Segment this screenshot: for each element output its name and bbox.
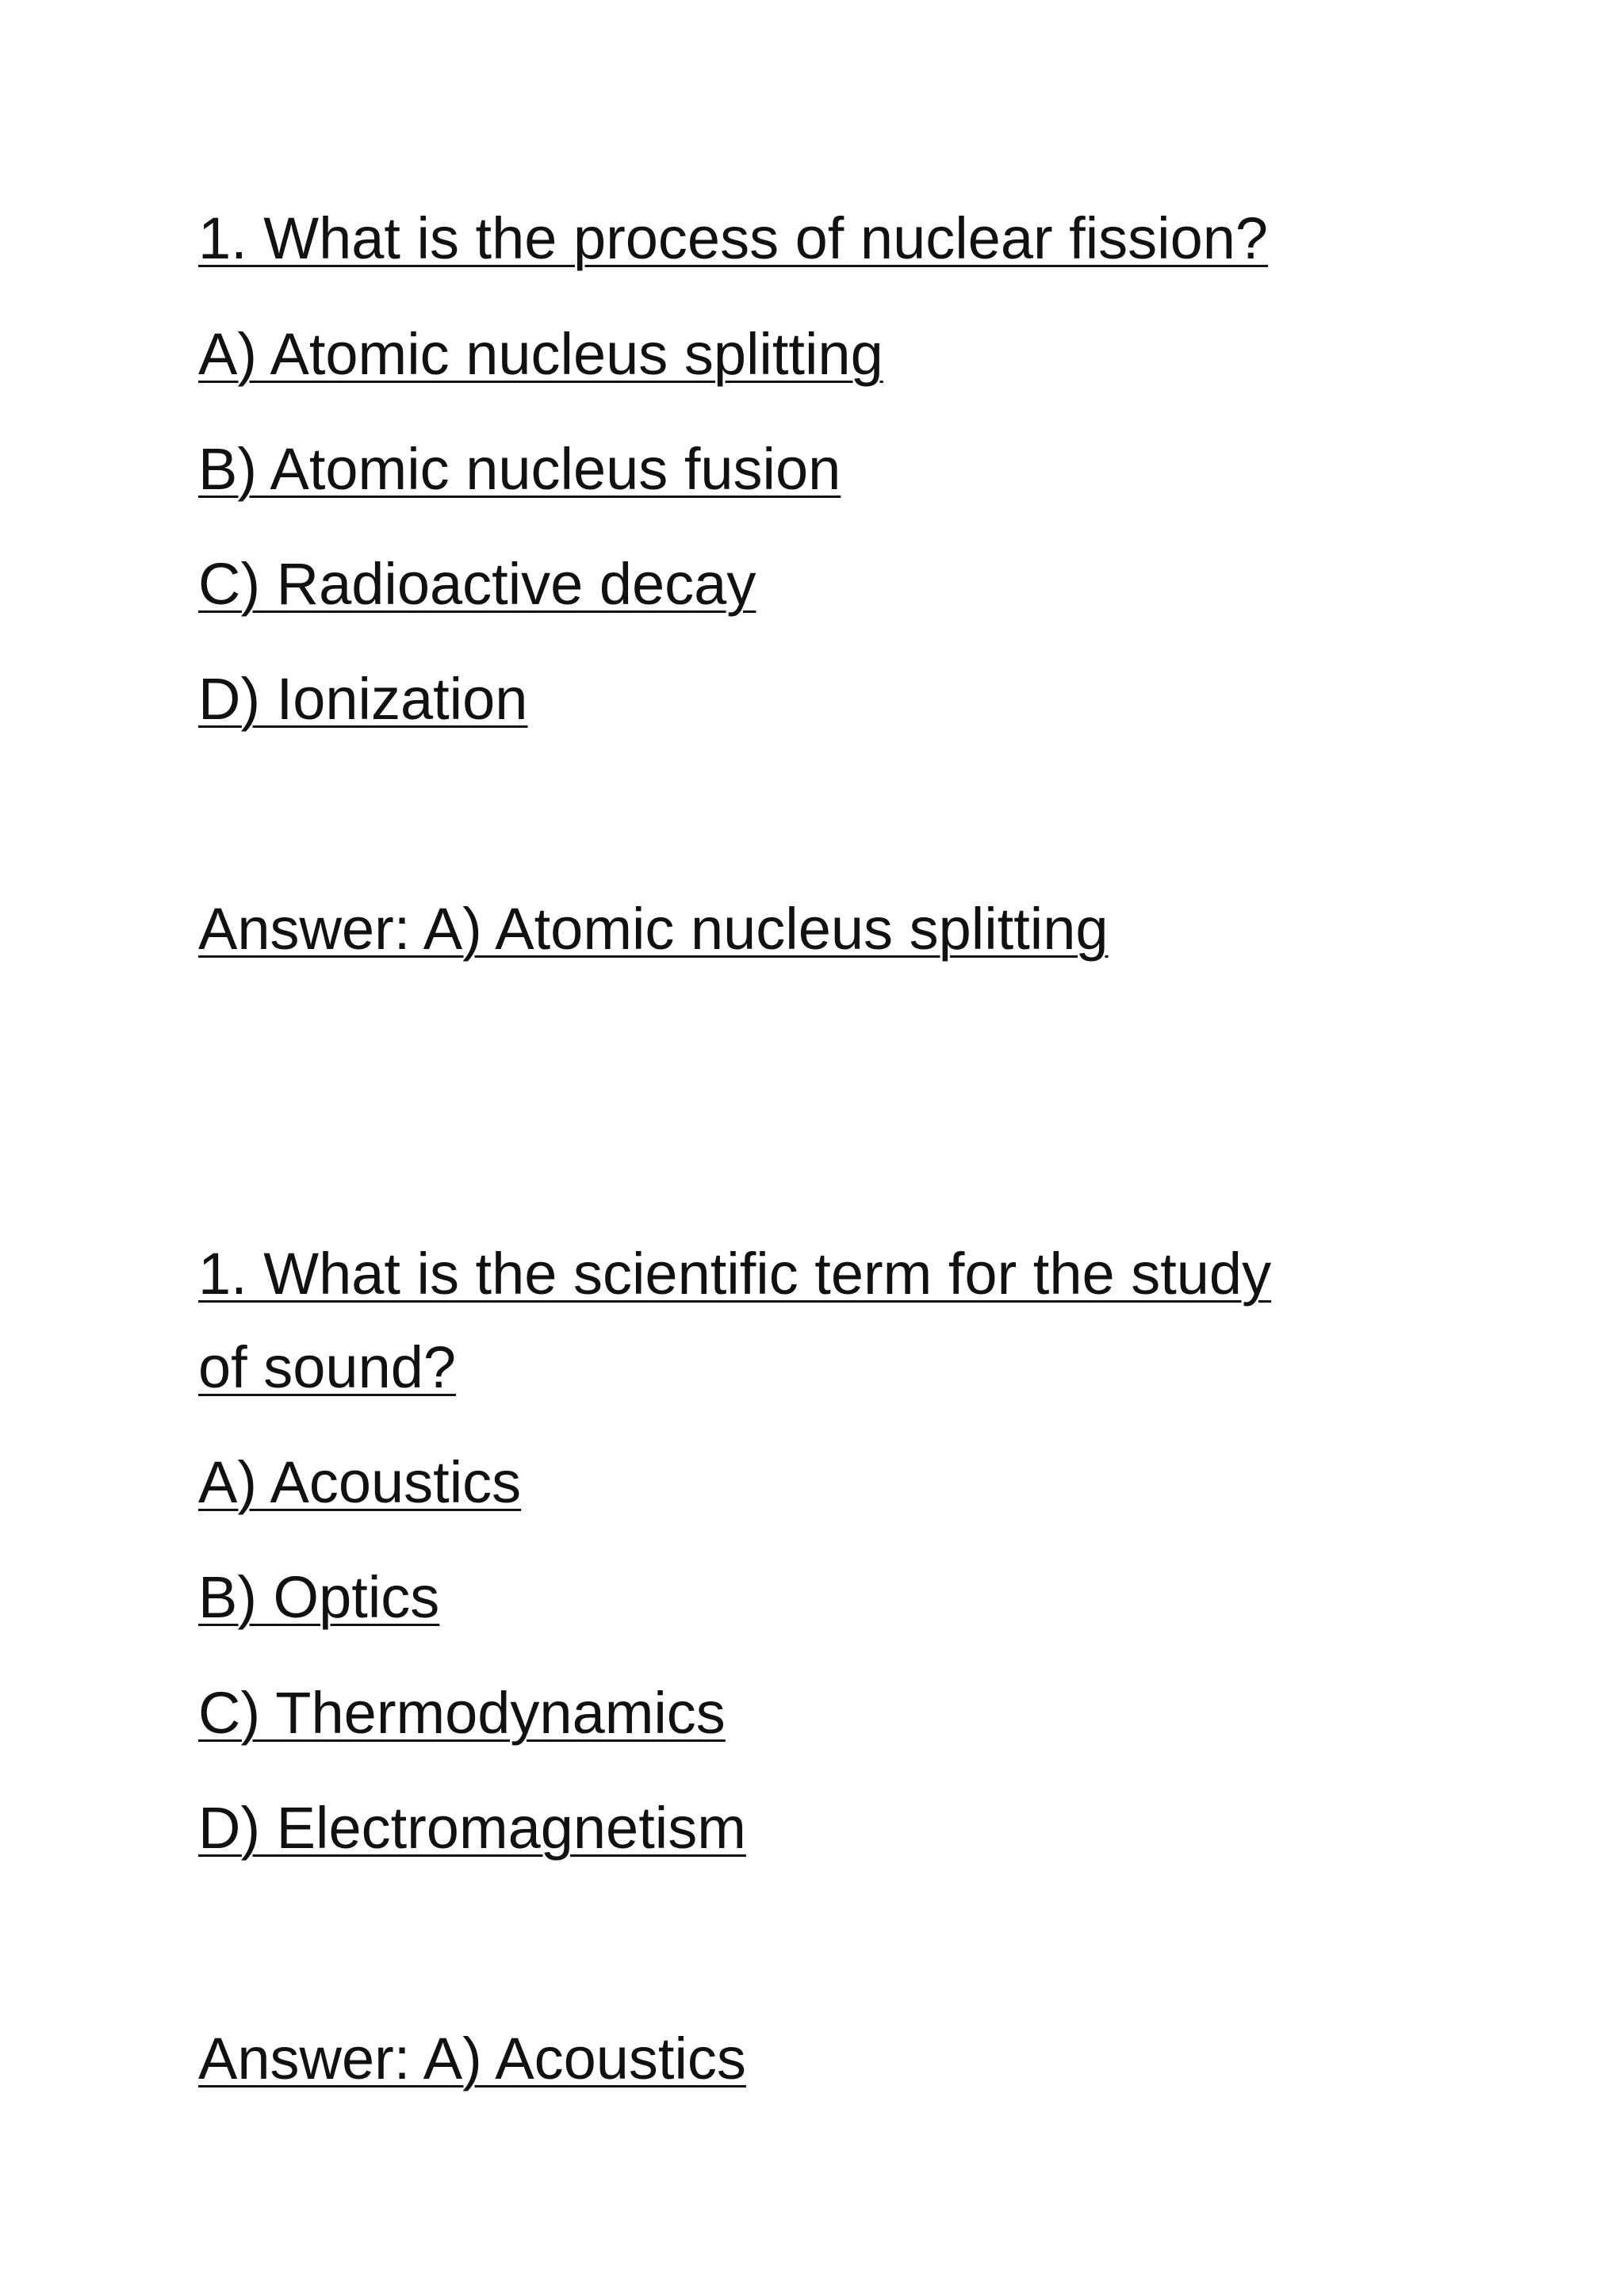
question-2-option-c: C) Thermodynamics xyxy=(198,1680,726,1746)
question-2-option-a: A) Acoustics xyxy=(198,1449,522,1515)
question-1-option-a: A) Atomic nucleus splitting xyxy=(198,321,883,387)
question-1-text: 1. What is the process of nuclear fission? xyxy=(198,205,1269,271)
question-1-option-b: B) Atomic nucleus fusion xyxy=(198,436,841,502)
question-2-text-line-2: of sound? xyxy=(198,1334,457,1400)
question-2-text-line-1: 1. What is the scientific term for the study xyxy=(198,1241,1272,1307)
question-2-option-b: B) Optics xyxy=(198,1564,440,1630)
question-2-answer: Answer: A) Acoustics xyxy=(198,2026,746,2091)
question-1-option-d: D) Ionization xyxy=(198,666,528,732)
question-1-option-c: C) Radioactive decay xyxy=(198,551,756,617)
question-1-answer: Answer: A) Atomic nucleus splitting xyxy=(198,896,1109,962)
question-2-option-d: D) Electromagnetism xyxy=(198,1795,746,1861)
